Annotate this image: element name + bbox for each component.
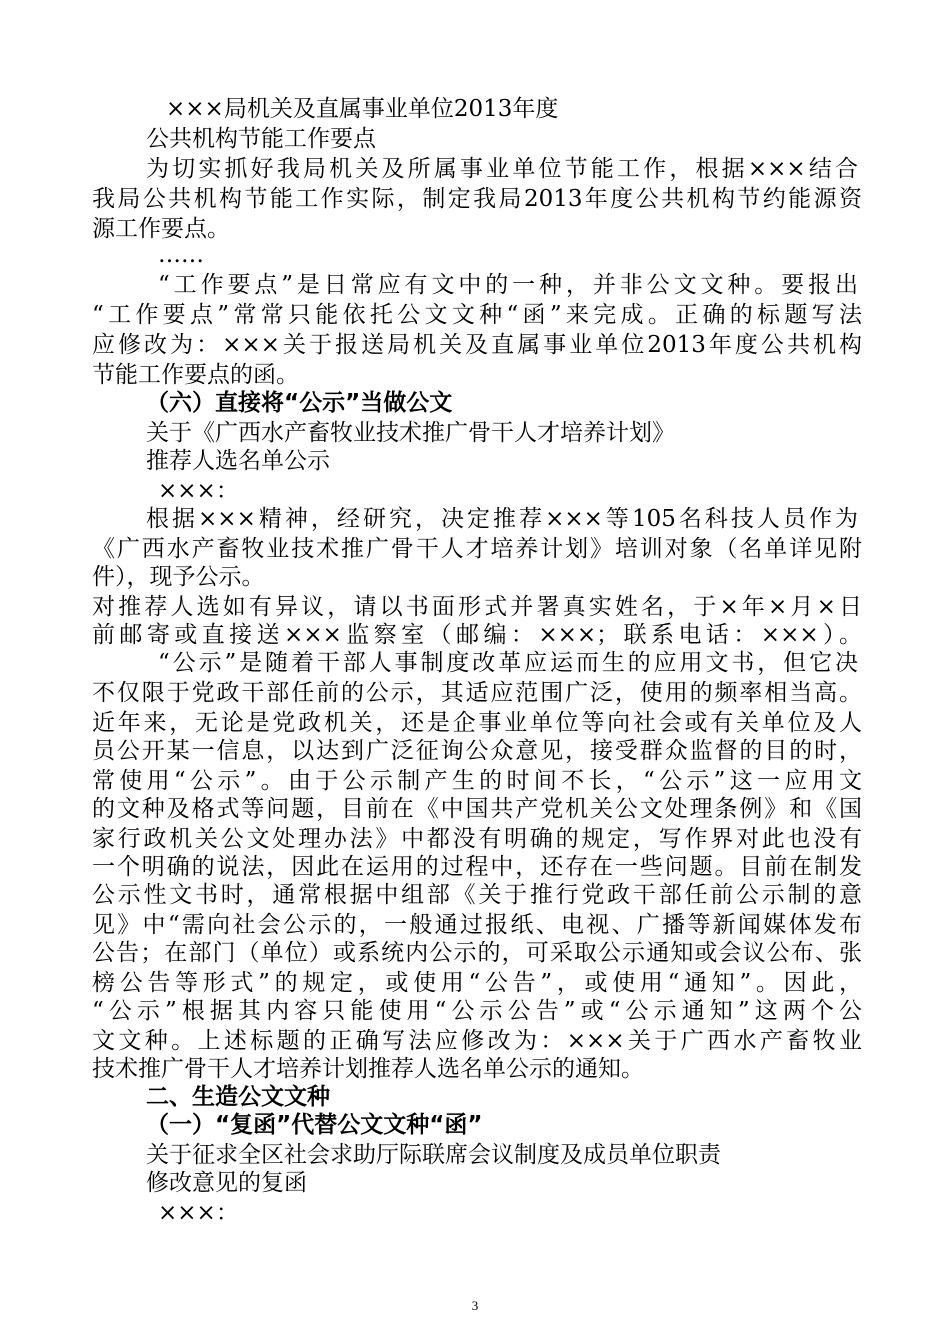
ellipsis-line: …… <box>158 242 204 268</box>
paragraph-line: 员公开某一信息，以达到广泛征询公众意见，接受群众监督的目的时， <box>92 738 862 764</box>
paragraph-line: 为切实抓好我局机关及所属事业单位节能工作，根据×××结合 <box>146 156 858 182</box>
section-heading: （六）直接将“公示”当做公文 <box>146 390 453 416</box>
paragraph-line: “公示”根据其内容只能使用“公示公告”或“公示通知”这两个公 <box>92 998 862 1024</box>
paragraph-line: 近年来，无论是党政机关，还是企事业单位等向社会或有关单位及人 <box>92 710 862 736</box>
paragraph-line: 技术推广骨干人才培养计划推荐人选名单公示的通知。 <box>92 1056 644 1082</box>
paragraph-line: 榜公告等形式”的规定，或使用“公告”，或使用“通知”。因此， <box>92 970 862 996</box>
doc-title-line-1: ×××局机关及直属事业单位2013年度 <box>166 96 559 122</box>
paragraph-line: 我局公共机构节能工作实际，制定我局2013年度公共机构节约能源资 <box>92 186 862 212</box>
paragraph-line: “工作要点”是日常应有文中的一种，并非公文文种。要报出 <box>158 272 858 298</box>
paragraph-line: 节能工作要点的函。 <box>92 362 299 388</box>
paragraph-line: 《广西水产畜牧业技术推广骨干人才培养计划》培训对象（名单详见附 <box>92 536 862 562</box>
paragraph-line: 家行政机关公文处理办法》中都没有明确的规定，写作界对此也没有 <box>92 826 862 852</box>
example-title-line-2: 修改意见的复函 <box>146 1170 307 1196</box>
example-title-line-1: 关于《广西水产畜牧业技术推广骨干人才培养计划》 <box>146 420 675 446</box>
paragraph-line: 公告；在部门（单位）或系统内公示的，可采取公示通知或会议公布、张 <box>92 940 862 966</box>
paragraph-line: 前邮寄或直接送×××监察室（邮编：×××；联系电话：×××）。 <box>92 622 862 648</box>
paragraph-line: “工作要点”常常只能依托公文文种“函”来完成。正确的标题写法 <box>92 302 862 328</box>
paragraph-line: 不仅限于党政干部任前的公示，其适应范围广泛，使用的频率相当高。 <box>92 680 862 706</box>
paragraph-line: 文文种。上述标题的正确写法应修改为：×××关于广西水产畜牧业 <box>92 1028 862 1054</box>
page-number: 3 <box>471 1298 479 1313</box>
subsection-heading: （一）“复函”代替公文文种“函” <box>146 1112 483 1138</box>
doc-title-line-2: 公共机构节能工作要点 <box>146 126 376 152</box>
salutation: ×××： <box>158 1200 239 1226</box>
salutation: ×××： <box>158 478 239 504</box>
paragraph-line: 源工作要点。 <box>92 216 230 242</box>
paragraph-line: 常使用“公示”。由于公示制产生的时间不长，“公示”这一应用文 <box>92 768 862 794</box>
example-title-line-2: 推荐人选名单公示 <box>146 448 330 474</box>
paragraph-line: 根据×××精神，经研究，决定推荐×××等105名科技人员作为 <box>146 506 858 532</box>
paragraph-line: 的文种及格式等问题，目前在《中国共产党机关公文处理条例》和《国 <box>92 796 862 822</box>
section-heading: 二、生造公文文种 <box>146 1084 330 1110</box>
paragraph-line: 应修改为：×××关于报送局机关及直属事业单位2013年度公共机构 <box>92 332 862 358</box>
paragraph-line: 公示性文书时，通常根据中组部《关于推行党政干部任前公示制的意 <box>92 882 862 908</box>
paragraph-line: 一个明确的说法，因此在运用的过程中，还存在一些问题。目前在制发 <box>92 854 862 880</box>
example-title-line-1: 关于征求全区社会求助厅际联席会议制度及成员单位职责 <box>146 1142 721 1168</box>
paragraph-line: 对推荐人选如有异议，请以书面形式并署真实姓名，于×年×月×日 <box>92 594 862 620</box>
paragraph-line: 见》中“需向社会公示的，一般通过报纸、电视、广播等新闻媒体发布 <box>92 912 862 938</box>
paragraph-line: 件），现予公示。 <box>92 564 265 590</box>
paragraph-line: “公示”是随着干部人事制度改革应运而生的应用文书，但它决 <box>158 650 858 676</box>
